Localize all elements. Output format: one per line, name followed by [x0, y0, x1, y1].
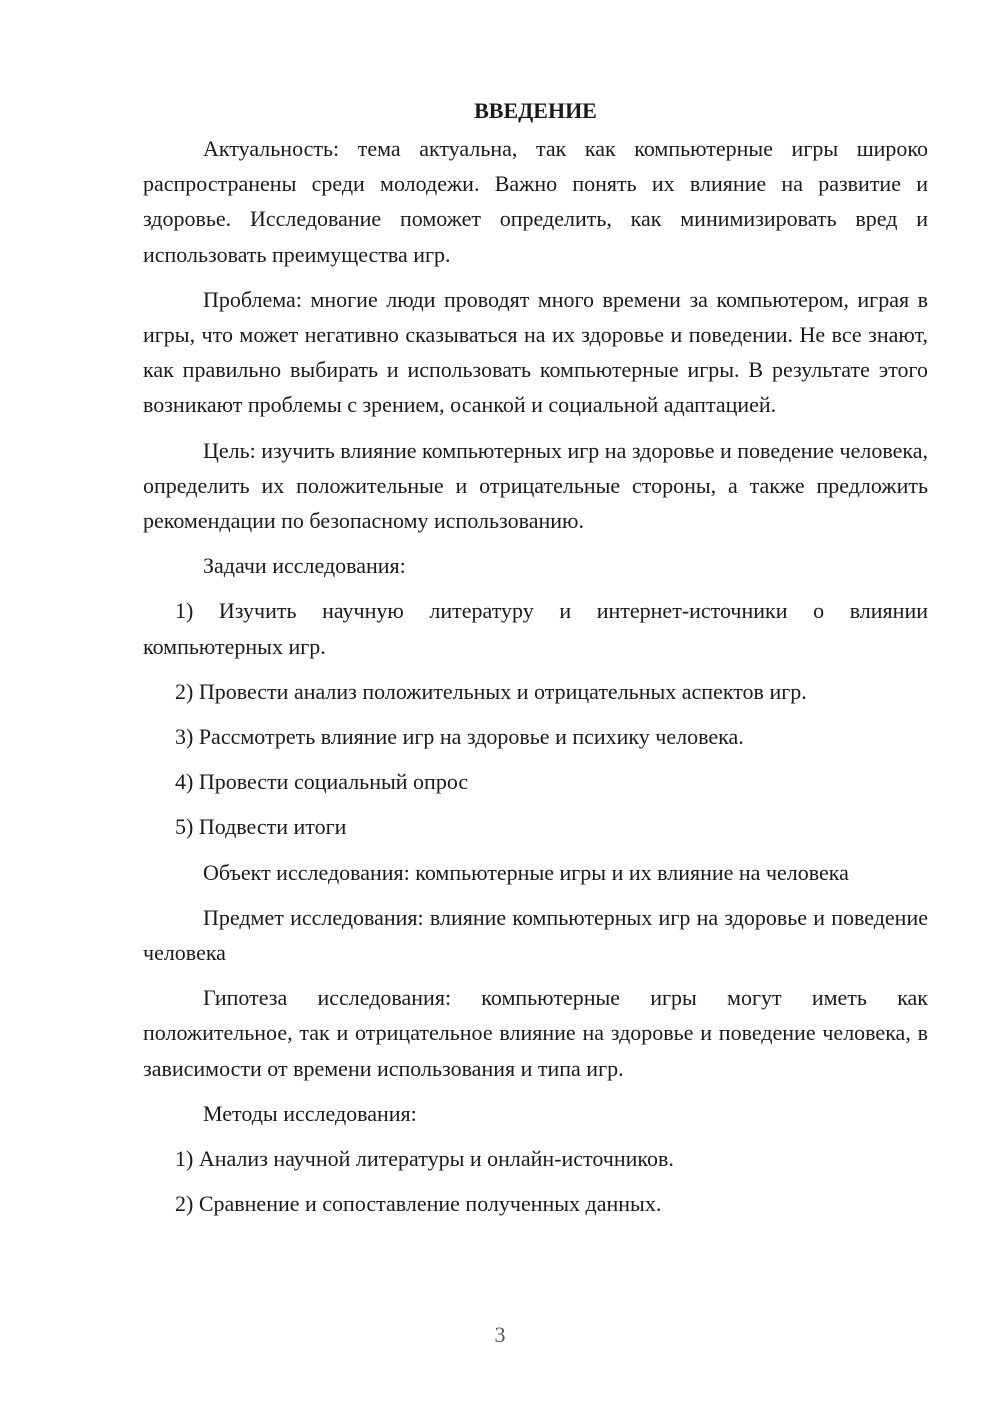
task-item: 1) Изучить научную литературу и интернет-источники о влиянии компьютерных игр. — [143, 598, 928, 659]
relevance-paragraph: Актуальность: тема актуальна, так как компьютерные игры широко распространены среди молодежи. Важно понять их влияние на развитие и здоровье. Исследование поможет определить, как минимизировать вред и использовать преимущества игр. — [143, 136, 928, 267]
problem-paragraph: Проблема: многие люди проводят много времени за компьютером, играя в игры, что может негативно сказываться на их здоровье и поведении. Не все знают, как правильно выбирать и использовать компьютерные игры. В результате этого возникают проблемы с зрением, осанкой и социальной адаптацией. — [143, 286, 928, 418]
subject-paragraph: Предмет исследования: влияние компьютерных игр на здоровье и поведение человека — [143, 904, 928, 966]
task-item: 4) Провести социальный опрос — [175, 769, 469, 795]
page-title: ВВЕДЕНИЕ — [474, 98, 597, 123]
method-item: 1) Анализ научной литературы и онлайн-источников. — [175, 1146, 674, 1172]
method-item: 2) Сравнение и сопоставление полученных данных. — [175, 1191, 662, 1217]
task-item: 3) Рассмотреть влияние игр на здоровье и психику человека. — [175, 724, 744, 750]
goal-paragraph: Цель: изучить влияние компьютерных игр на здоровье и поведение человека, определить их положительные и отрицательные стороны, а также предложить рекомендации по безопасному использованию. — [143, 437, 929, 534]
document-page — [143, 93, 928, 1231]
methods-heading: Методы исследования: — [203, 1100, 417, 1126]
page-number: 3 — [494, 1322, 506, 1347]
task-item: 2) Провести анализ положительных и отрицательных аспектов игр. — [175, 678, 807, 704]
task-item: 5) Подвести итоги — [175, 814, 347, 840]
tasks-heading: Задачи исследования: — [203, 553, 406, 579]
hypothesis-paragraph: Гипотеза исследования: компьютерные игры могут иметь как положительное, так и отрицательное влияние на здоровье и поведение человека, в зависимости от времени использования и типа игр. — [143, 985, 928, 1081]
object-paragraph: Объект исследования: компьютерные игры и их влияние на человека — [203, 859, 849, 885]
